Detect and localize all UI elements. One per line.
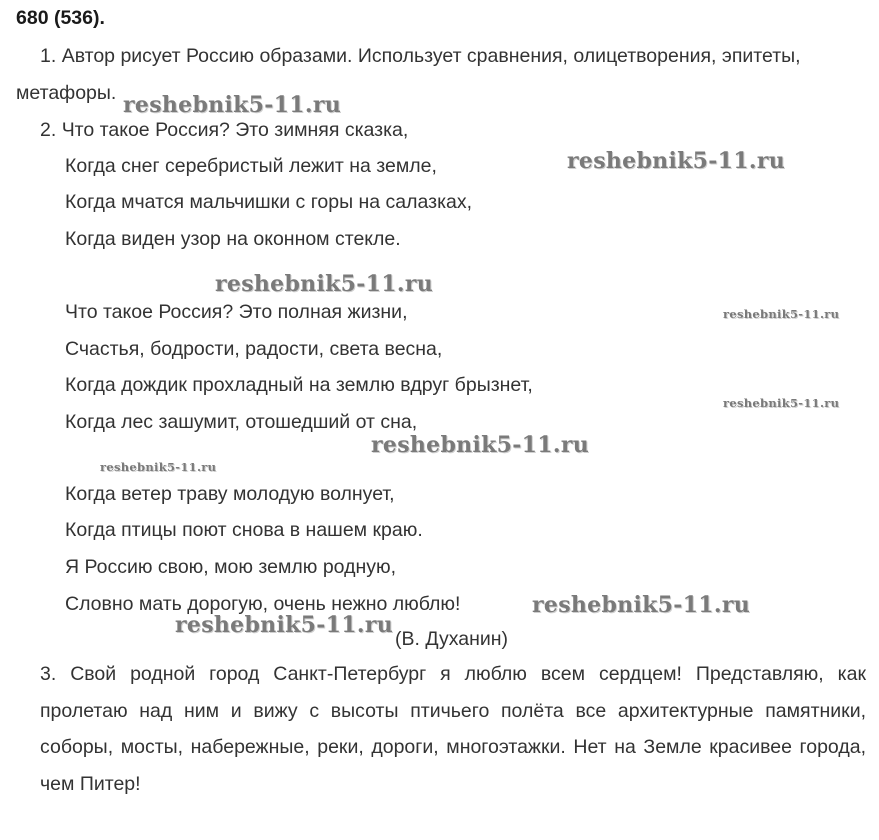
watermark: reshebnik5-11.ru xyxy=(215,271,434,297)
item-number: 2. xyxy=(40,119,57,141)
watermark: reshebnik5-11.ru xyxy=(723,307,840,321)
poem-line: Когда лес зашумит, отошедший от сна, xyxy=(65,411,418,433)
watermark: reshebnik5-11.ru xyxy=(567,148,786,174)
poem-line: Я Россию свою, мою землю родную, xyxy=(65,556,397,578)
item-text: Автор рисует Россию образами. Использует сравнения, олицетворения, эпитеты, xyxy=(61,45,801,67)
poem-line: Когда виден узор на оконном стекле. xyxy=(65,228,401,250)
poem-text: Что такое Россия? Это зимняя сказка, xyxy=(61,119,409,141)
poem-line: Когда ветер траву молодую волнует, xyxy=(65,483,395,505)
poem-author: (В. Духанин) xyxy=(395,628,509,650)
answer-3: 3. Свой родной город Санкт-Петербург я люблю всем сердцем! Представляю, как пролетаю над ним и вижу с высоты птичьего полёта все архитектурные памятники, соборы, мосты, набережные, реки, дороги, многоэтажки. Нет на Земле красивее города, чем Питер! xyxy=(40,663,866,795)
watermark: reshebnik5-11.ru xyxy=(175,612,394,638)
poem-line: Когда мчатся мальчишки с горы на салазках, xyxy=(65,191,473,213)
poem-line xyxy=(40,118,408,142)
poem-line: Что такое Россия? Это полная жизни, xyxy=(65,301,408,323)
poem-line: Когда дождик прохладный на землю вдруг брызнет, xyxy=(65,374,533,396)
poem-line: Словно мать дорогую, очень нежно люблю! xyxy=(65,593,461,615)
watermark: reshebnik5-11.ru xyxy=(100,460,217,474)
answer-1-line-2: метафоры. xyxy=(16,82,117,104)
watermark: reshebnik5-11.ru xyxy=(371,432,590,458)
poem-line: Когда птицы поют снова в нашем краю. xyxy=(65,519,423,541)
item-number: 1. xyxy=(40,45,57,67)
exercise-number: 680 (536). xyxy=(16,7,105,29)
watermark: reshebnik5-11.ru xyxy=(723,396,840,410)
watermark: reshebnik5-11.ru xyxy=(532,592,751,618)
poem-line: Счастья, бодрости, радости, света весна, xyxy=(65,338,443,360)
watermark: reshebnik5-11.ru xyxy=(123,92,342,118)
poem-line: Когда снег серебристый лежит на земле, xyxy=(65,155,437,177)
answer-1-line-1 xyxy=(40,44,801,68)
